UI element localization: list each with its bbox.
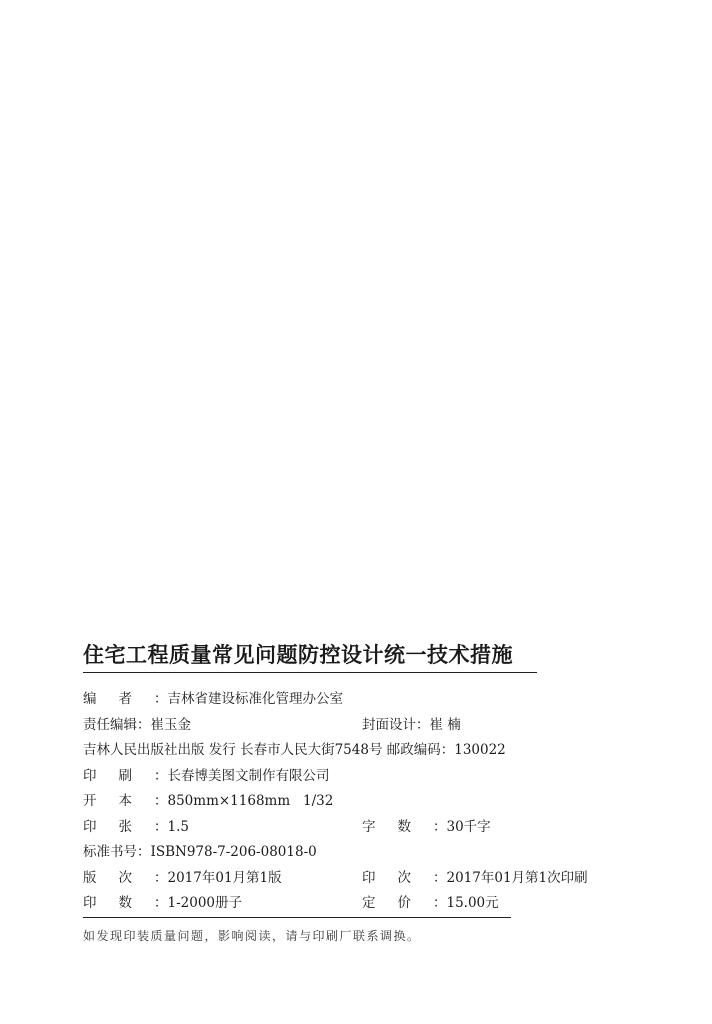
separator: ：: [433, 895, 447, 911]
price-field: [362, 891, 499, 917]
word-count-label: 字数: [362, 818, 433, 835]
isbn-value: ISBN978-7-206-08018-0: [150, 844, 317, 860]
print-run-label: 印数: [83, 895, 154, 911]
separator: ：: [433, 869, 447, 886]
separator: ：: [137, 844, 151, 860]
separator: ：: [433, 818, 447, 835]
price-label: 定价: [362, 895, 433, 911]
impression-label: 印次: [362, 869, 433, 886]
cover-design-field: [362, 713, 461, 739]
sheets-label: 印张: [83, 818, 154, 835]
print-run-value: 1-2000册子: [167, 895, 243, 911]
responsible-editor-label: 责任编辑: [83, 716, 137, 733]
editor-label: 编者: [83, 691, 154, 707]
isbn-row: [83, 840, 623, 866]
separator: ：: [416, 716, 430, 733]
printer-label: 印刷: [83, 767, 154, 784]
colophon: [83, 640, 623, 944]
publisher-text: 吉林人民出版社出版 发行 长春市人民大街7548号 邮政编码：130022: [83, 742, 506, 758]
separator: ：: [154, 895, 168, 911]
title-rule: [83, 672, 537, 673]
edition-row: [83, 866, 623, 892]
bottom-rule: [83, 917, 511, 918]
editor-value: 吉林省建设标准化管理办公室: [167, 691, 343, 707]
impression-value: 2017年01月第1次印刷: [446, 869, 588, 886]
sheets-row: [83, 815, 623, 841]
word-count-value: 30千字: [446, 818, 491, 835]
separator: ：: [137, 716, 151, 733]
publisher-row: [83, 738, 623, 764]
quality-notice: 如发现印装质量问题，影响阅读，请与印刷厂联系调换。: [83, 928, 421, 943]
separator: ：: [154, 767, 168, 784]
printer-row: [83, 764, 623, 790]
format-row: [83, 789, 623, 815]
separator: ：: [154, 818, 168, 835]
cover-design-label: 封面设计: [362, 716, 416, 733]
edition-label: 版次: [83, 869, 154, 886]
publication-info: [83, 687, 623, 917]
word-count-field: [362, 815, 491, 841]
format-value: 850mm×1168mm 1/32: [167, 793, 334, 809]
cover-design-value: 崔 楠: [429, 716, 461, 733]
separator: ：: [154, 869, 168, 886]
impression-field: [362, 866, 588, 892]
responsible-editor-row: [83, 713, 623, 739]
sheets-value: 1.5: [167, 818, 189, 835]
book-title: 住宅工程质量常见问题防控设计统一技术措施: [83, 643, 513, 667]
print-run-row: [83, 891, 623, 917]
separator: ：: [154, 793, 168, 809]
responsible-editor-value: 崔玉金: [150, 716, 191, 733]
separator: ：: [154, 691, 168, 707]
format-label: 开本: [83, 793, 154, 809]
editor-row: [83, 687, 623, 713]
edition-value: 2017年01月第1版: [167, 869, 282, 886]
price-value: 15.00元: [446, 895, 499, 911]
printer-value: 长春博美图文制作有限公司: [167, 767, 330, 784]
isbn-label: 标准书号: [83, 844, 137, 860]
